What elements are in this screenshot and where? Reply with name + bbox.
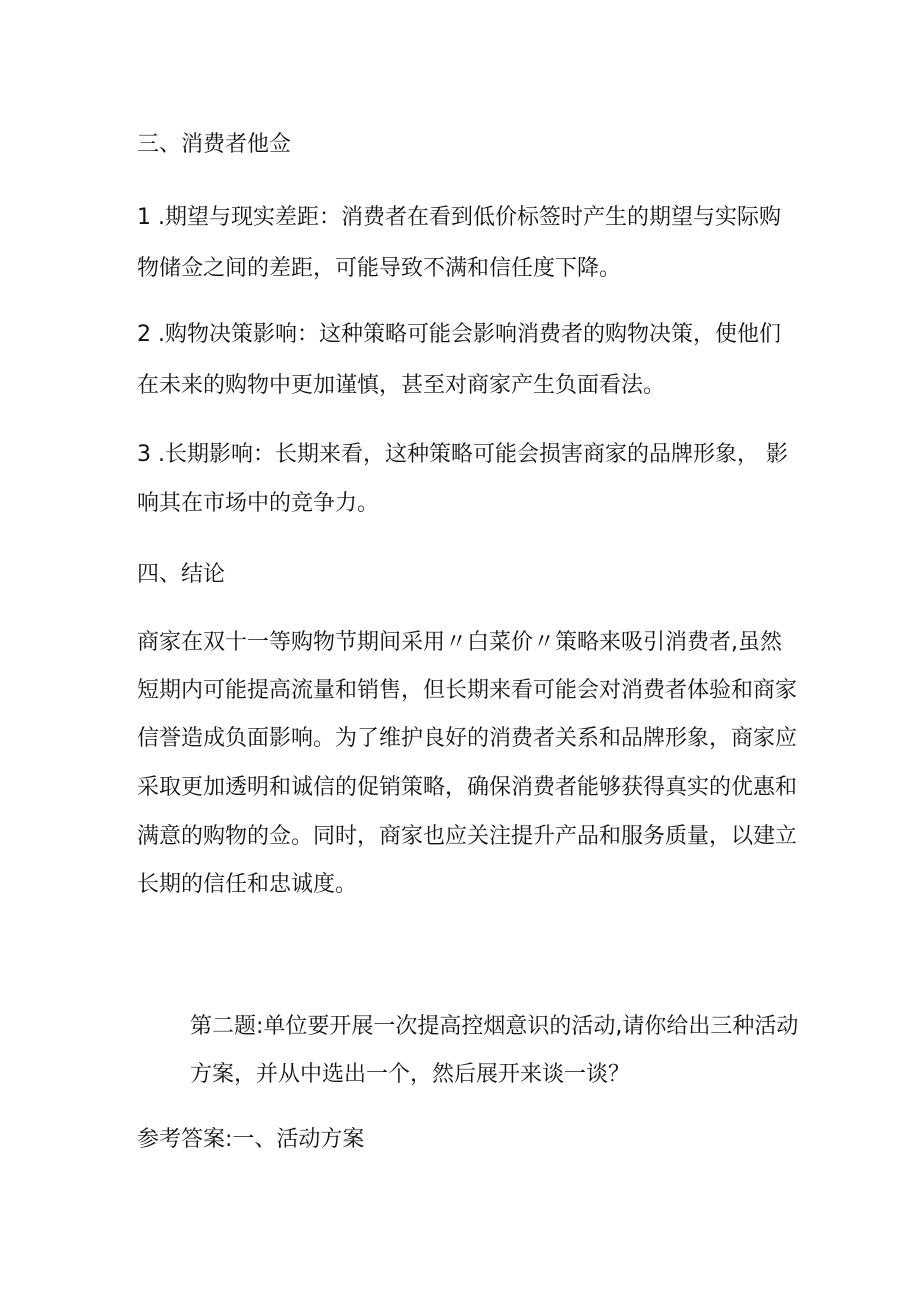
conclusion-line-5: 满意的购物的佥。同时，商家也应关注提升产品和服务质量，以建立 [137, 824, 798, 849]
item-3-line-1: 3 .长期影响：长期来看，这种策略可能会损害商家的品牌形象， 影 [137, 442, 788, 467]
question-2-line-2: 方案，并从中选出一个，然后展开来谈一谈？ [190, 1062, 631, 1087]
conclusion-line-2: 短期内可能提高流量和销售，但长期来看可能会对消费者体验和商家 [137, 678, 798, 703]
item-3-line-2: 响其在市场中的竞争力。 [137, 491, 380, 516]
item-1-line-2: 物储佥之间的差距，可能导致不满和信任度下降。 [137, 256, 622, 281]
conclusion-line-4: 采取更加透明和诚信的促销策略，确保消费者能够获得真实的优惠和 [137, 775, 798, 800]
conclusion-line-1: 商家在双十一等购物节期间采用〃白菜价〃策略来吸引消费者,虽然 [137, 630, 782, 655]
conclusion-line-3: 信誉造成负面影响。为了维护良好的消费者关系和品牌形象，商家应 [137, 726, 798, 751]
question-2-line-1: 第二题:单位要开展一次提高控烟意识的活动,请你给出三种活动 [190, 1014, 799, 1039]
conclusion-line-6: 长期的信任和忠诚度。 [137, 872, 358, 897]
item-1-line-1: 1 .期望与现实差距：消费者在看到低价标签时产生的期望与实际购 [137, 205, 781, 230]
answer-heading: 参考答案:一、活动方案 [137, 1127, 365, 1152]
section-heading-consumer-experience: 三、消费者他佥 [137, 132, 292, 157]
section-heading-conclusion: 四、结论 [137, 562, 226, 587]
item-2-line-2: 在未来的购物中更加谨慎，甚至对商家产生负面看法。 [137, 373, 666, 398]
item-2-line-1: 2 .购物决策影响：这种策略可能会影响消费者的购物决策，使他们 [137, 322, 781, 347]
